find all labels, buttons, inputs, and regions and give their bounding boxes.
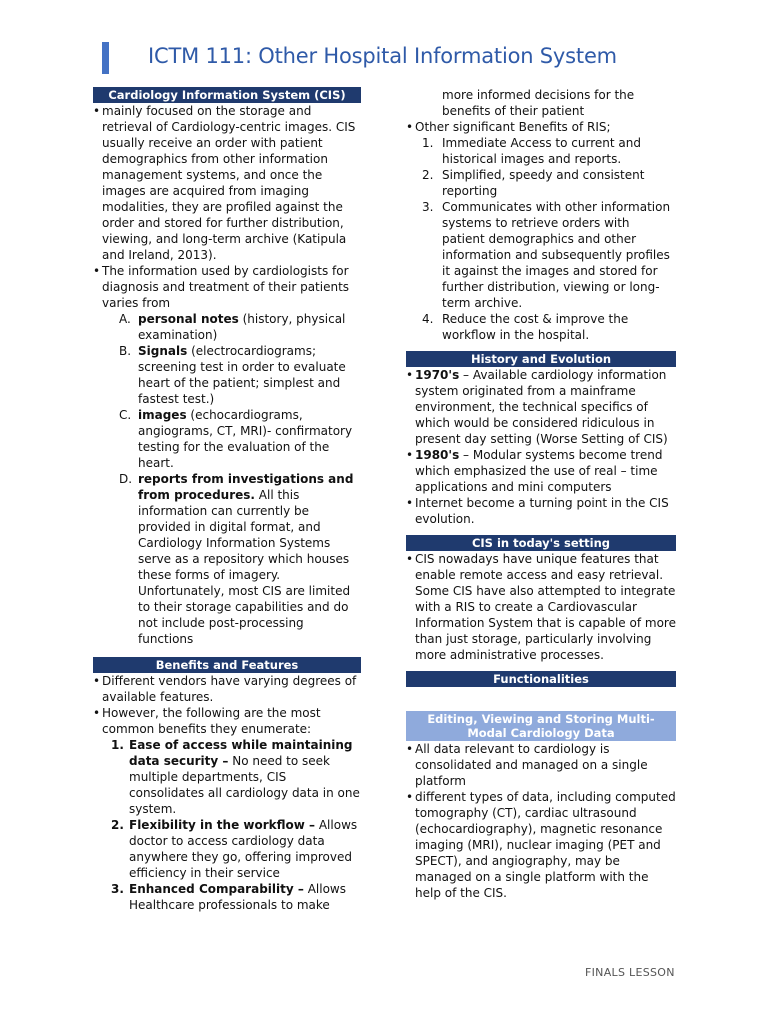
bullet-internet: • Internet become a turning point in the CIS evolution. xyxy=(406,495,676,527)
spacer xyxy=(406,343,676,351)
list-item: 1. Ease of access while maintaining data security – No need to seek multiple departments, CIS consolidates all cardiology data in one system. xyxy=(111,738,360,816)
bullet-common-benefits: • However, the following are the most common benefits they enumerate: xyxy=(93,705,361,737)
list-item: 3. Enhanced Comparability – Allows Healthcare professionals to make xyxy=(111,882,346,912)
bullet-ris-benefits: • Other significant Benefits of RIS; xyxy=(406,119,676,135)
subsection-header-editing: Editing, Viewing and Storing Multi-Modal Cardiology Data xyxy=(406,711,676,741)
footer-label: FINALS LESSON xyxy=(585,966,675,979)
benefits-continuation xyxy=(406,87,676,119)
bullet-1980s: • 1980's – Modular systems become trend which emphasized the use of real – time applications and mini computers xyxy=(406,447,676,495)
list-item: A. personal notes (history, physical examination) xyxy=(119,312,346,342)
list-item: more informed decisions for the benefits of their patient xyxy=(442,88,635,118)
list-item: B. Signals (electrocardiograms; screening test in order to evaluate heart of the patient; simplest and fastest test.) xyxy=(119,344,346,406)
section-header-functionalities: Functionalities xyxy=(406,671,676,687)
right-column xyxy=(406,87,676,901)
bullet-data-consolidated: • All data relevant to cardiology is consolidated and managed on a single platform xyxy=(406,741,676,789)
spacer xyxy=(93,647,361,657)
list-item: 1. Immediate Access to current and historical images and reports. xyxy=(422,136,641,166)
ris-benefits-list xyxy=(406,135,676,343)
spacer xyxy=(406,687,676,711)
list-item: 3. Communicates with other information systems to retrieve orders with patient demographics and other information and subsequently profiles it against the images and stored for further distribution, viewing or long-term archive. xyxy=(422,200,671,310)
page-title: ICTM 111: Other Hospital Information System xyxy=(148,44,617,68)
spacer xyxy=(406,527,676,535)
bullet-vendors: • Different vendors have varying degrees of available features. xyxy=(93,673,361,705)
section-header-cis: Cardiology Information System (CIS) xyxy=(93,87,361,103)
list-item: D. reports from investigations and from procedures. All this information can currently be provided in digital format, and Cardiology Information Systems serve as a repository which houses these forms of imagery. Unfortunately, most CIS are limited to their storage capabilities and do not include post-processing functions xyxy=(119,472,354,646)
bullet-data-types: • different types of data, including computed tomography (CT), cardiac ultrasound (echocardiography), magnetic resonance imaging (MRI), nuclear imaging (PET and SPECT), and angiography, may be managed on a single platform with the help of the CIS. xyxy=(406,789,676,901)
bullet-cis-today: • CIS nowadays have unique features that enable remote access and easy retrieval. Some CIS have also attempted to integrate with a RIS to create a Cardiovascular Information System that is capable of more than just storage, particularly involving more administrative processes. xyxy=(406,551,676,663)
title-accent-bar xyxy=(102,42,109,74)
info-types-list xyxy=(93,311,361,647)
list-item: C. images (echocardiograms, angiograms, CT, MRI)- confirmatory testing for the evaluation of the heart. xyxy=(119,408,353,470)
list-item: 2. Flexibility in the workflow – Allows doctor to access cardiology data anywhere they go, offering improved efficiency in their service xyxy=(111,818,358,880)
left-column xyxy=(93,87,361,913)
list-item: 2. Simplified, speedy and consistent reporting xyxy=(422,168,645,198)
spacer xyxy=(406,663,676,671)
section-header-today: CIS in today's setting xyxy=(406,535,676,551)
bullet-1970s: • 1970's – Available cardiology information system originated from a mainframe environment, the technical specifics of which would be considered ridiculous in present day setting (Worse Setting of CIS) xyxy=(406,367,676,447)
benefits-list xyxy=(93,737,361,913)
bullet-cis-information: • The information used by cardiologists for diagnosis and treatment of their patients varies from xyxy=(93,263,361,311)
list-item: 4. Reduce the cost & improve the workflow in the hospital. xyxy=(422,312,629,342)
bullet-cis-definition: • mainly focused on the storage and retrieval of Cardiology-centric images. CIS usually receive an order with patient demographics from other information management systems, and once the images are acquired from imaging modalities, they are profiled against the order and stored for further distribution, viewing, and long-term archive (Katipula and Ireland, 2013). xyxy=(93,103,361,263)
section-header-history: History and Evolution xyxy=(406,351,676,367)
section-header-benefits: Benefits and Features xyxy=(93,657,361,673)
